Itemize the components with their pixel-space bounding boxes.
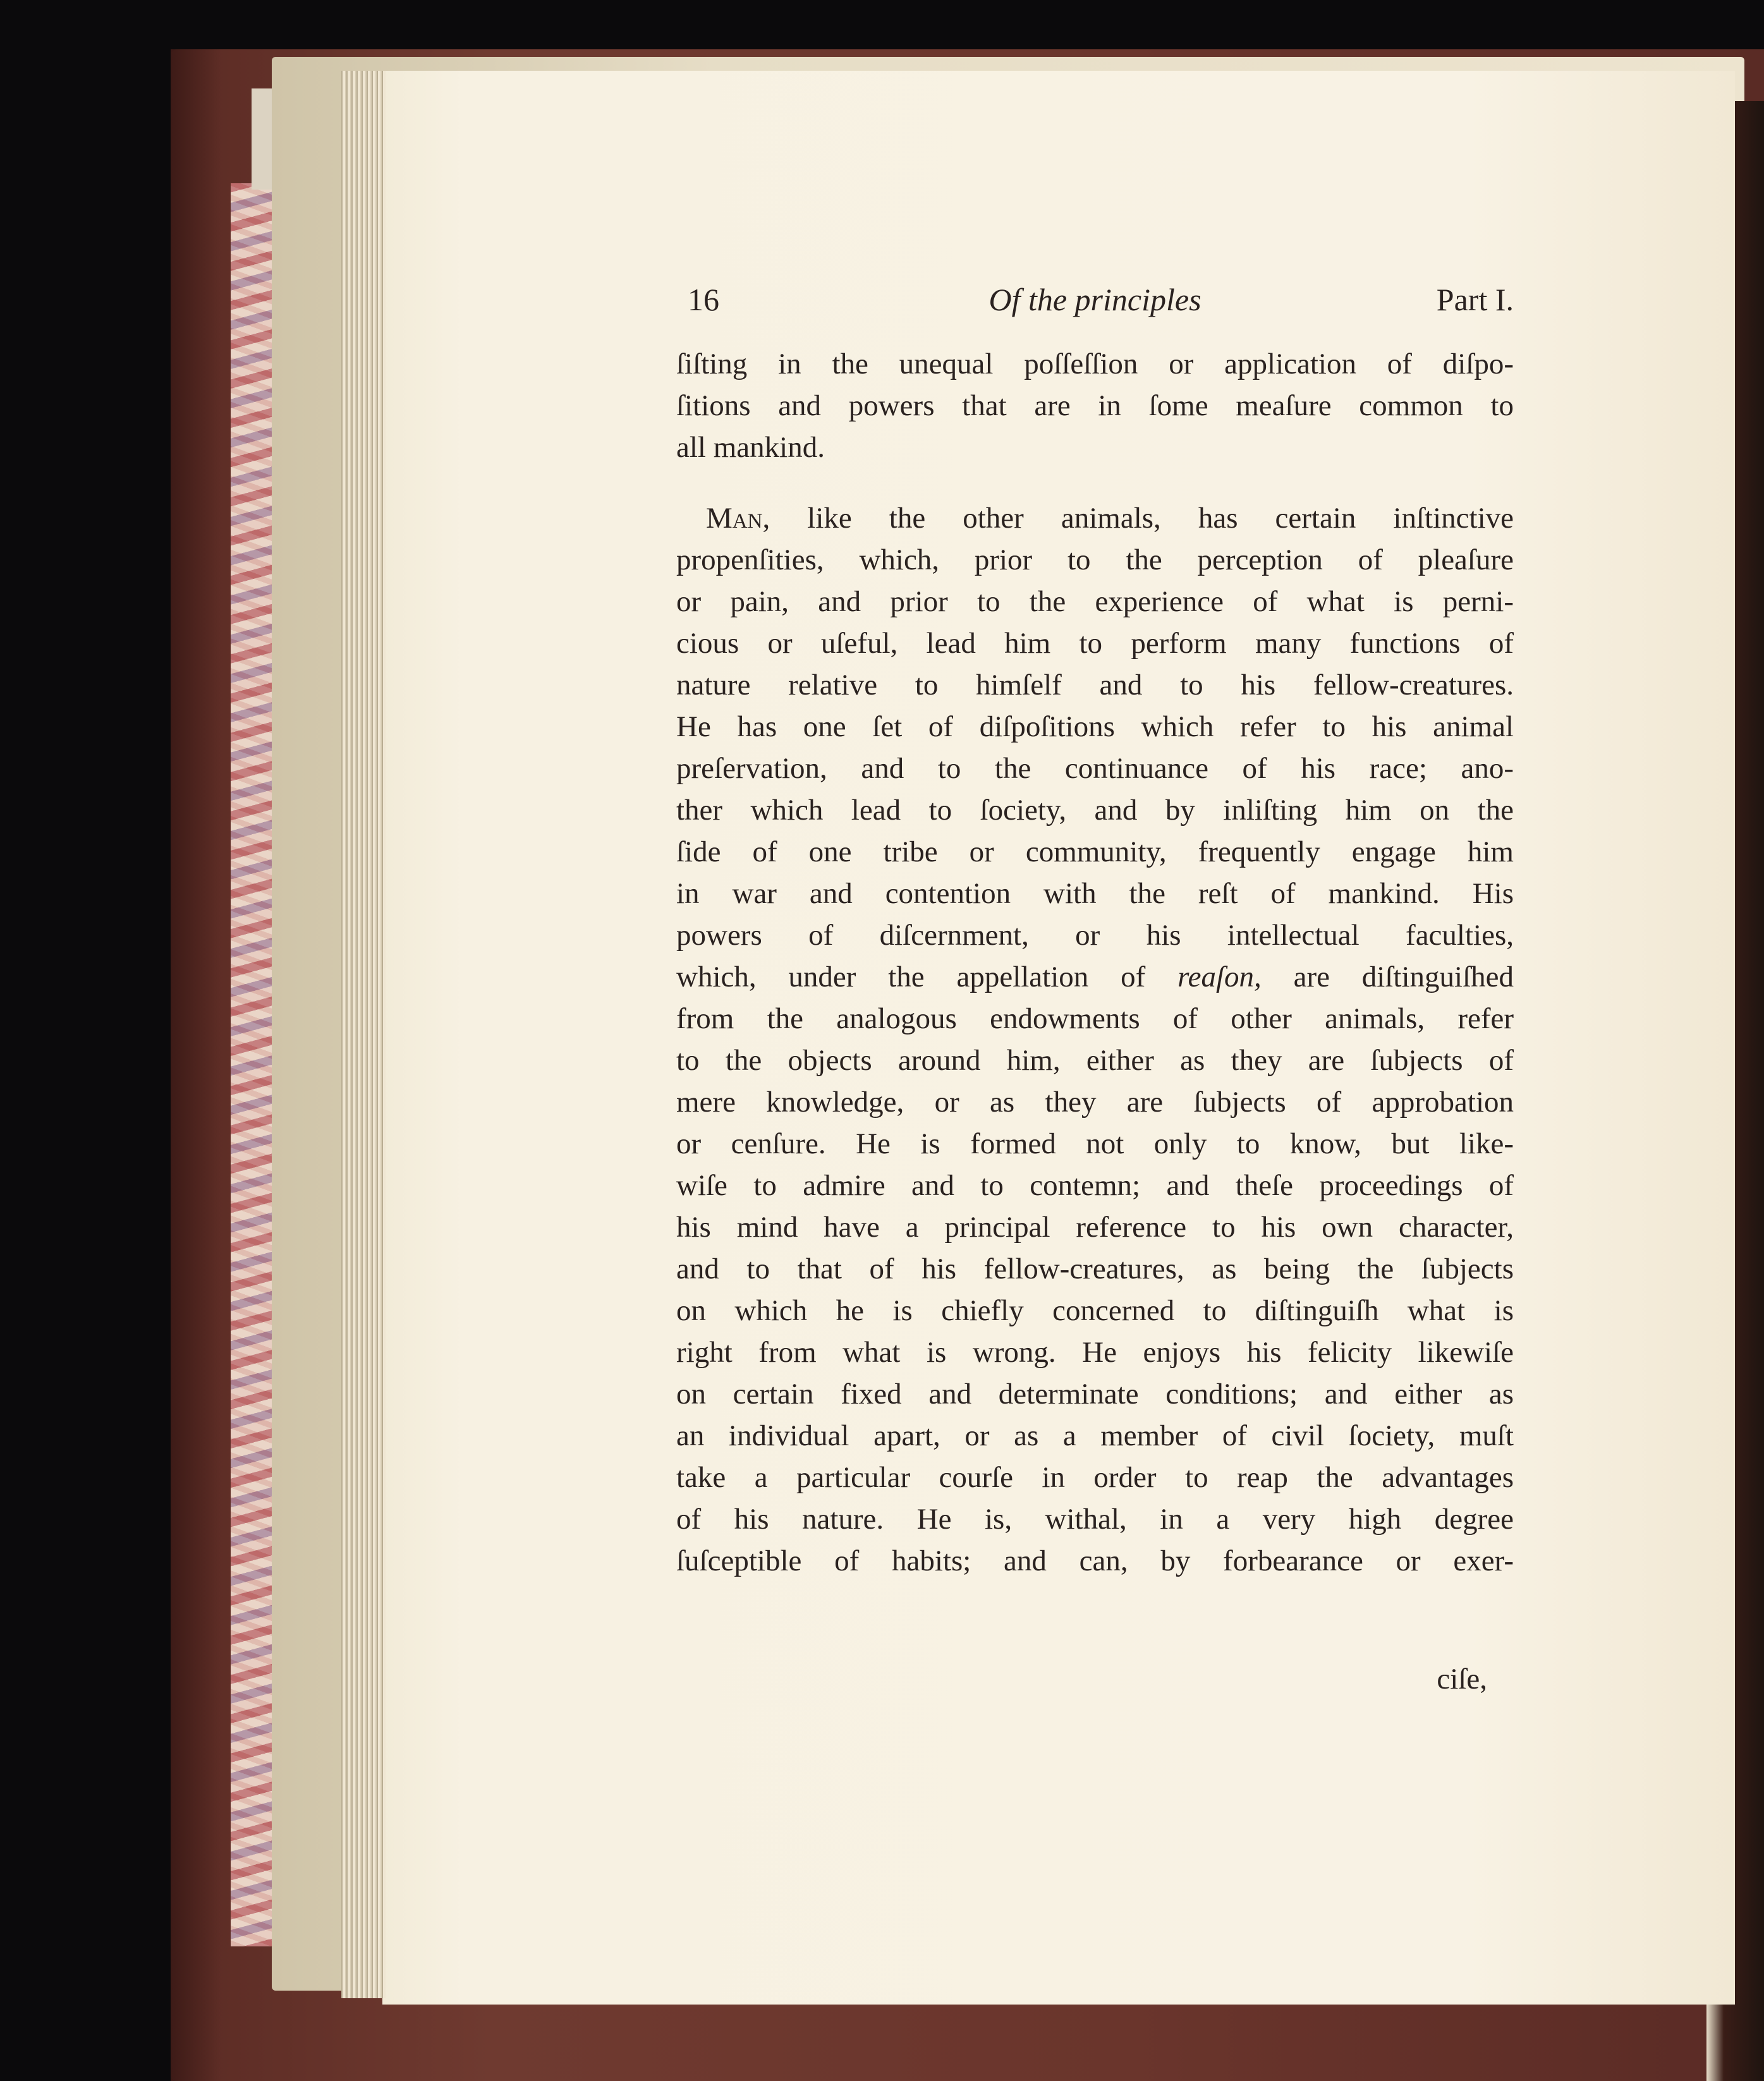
line-rest: like the other animals, has certain inſtinctive [807, 502, 1514, 535]
text-line: cious or uſeful, lead him to perform many functions of [676, 627, 1514, 660]
text-line: propenſities, which, prior to the perception of pleaſure [676, 543, 1514, 576]
text-line: mere knowledge, or as they are ſubjects of approbation [676, 1086, 1514, 1119]
text-line: or cenſure. He is formed not only to know, but like- [676, 1127, 1514, 1160]
body-text [676, 343, 1514, 1582]
text-line: and to that of his fellow-creatures, as being the ſubjects [676, 1253, 1514, 1285]
page-edges [341, 71, 386, 1998]
running-title: Of the principles [988, 282, 1201, 317]
text-line: take a particular courſe in order to reap the advantages [676, 1461, 1514, 1494]
text-line: his mind have a principal reference to his own character, [676, 1211, 1514, 1244]
text-line: on which he is chiefly concerned to diſtinguiſh what is [676, 1294, 1514, 1327]
text-line: He has one ſet of diſpoſitions which refer to his animal [676, 710, 1514, 743]
part-label: Part I. [1436, 282, 1514, 317]
italic-word: reaſon, [1177, 961, 1262, 993]
text-line: an individual apart, or as a member of civil ſociety, muſt [676, 1419, 1514, 1452]
text-line: ſuſceptible of habits; and can, by forbearance or exer- [676, 1544, 1514, 1577]
text-line: or pain, and prior to the experience of what is perni- [676, 585, 1514, 618]
text-line: in war and contention with the reſt of mankind. His [676, 877, 1514, 910]
text-line: ſitions and powers that are in ſome meaſure common to [676, 389, 1514, 422]
text-line: right from what is wrong. He enjoys his felicity likewiſe [676, 1336, 1514, 1369]
text-line: on certain fixed and determinate conditions; and either as [676, 1378, 1514, 1411]
text-line: ſiſting in the unequal poſſeſſion or application of diſpo- [676, 348, 1514, 380]
text-line: of his nature. He is, withal, in a very high degree [676, 1503, 1514, 1536]
text-line: powers of diſcernment, or his intellectual faculties, [676, 919, 1514, 952]
line-part: are diſtinguiſhed [1293, 961, 1514, 993]
text-line: all mankind. [676, 431, 825, 464]
line-part: which, under the appellation of [676, 961, 1146, 993]
text-line: from the analogous endowments of other animals, refer [676, 1002, 1514, 1035]
page-number: 16 [688, 282, 719, 317]
text-line: ther which lead to ſociety, and by inliſting him on the [676, 794, 1514, 827]
catchword: ciſe, [1437, 1663, 1487, 1696]
paragraph-gap [676, 468, 1514, 497]
text-block [676, 269, 1514, 1741]
text-line [676, 956, 1514, 998]
first-word: Man, [706, 502, 770, 535]
text-line: wiſe to admire and to contemn; and theſe proceedings of [676, 1169, 1514, 1202]
text-line: ſide of one tribe or community, frequently engage him [676, 835, 1514, 868]
text-line: preſervation, and to the continuance of his race; ano- [676, 752, 1514, 785]
text-line: to the objects around him, either as they are ſubjects of [676, 1044, 1514, 1077]
running-head [676, 281, 1514, 325]
cover-shadow [171, 49, 221, 2081]
text-line: nature relative to himſelf and to his fellow-creatures. [676, 669, 1514, 701]
text-line [676, 497, 1514, 539]
